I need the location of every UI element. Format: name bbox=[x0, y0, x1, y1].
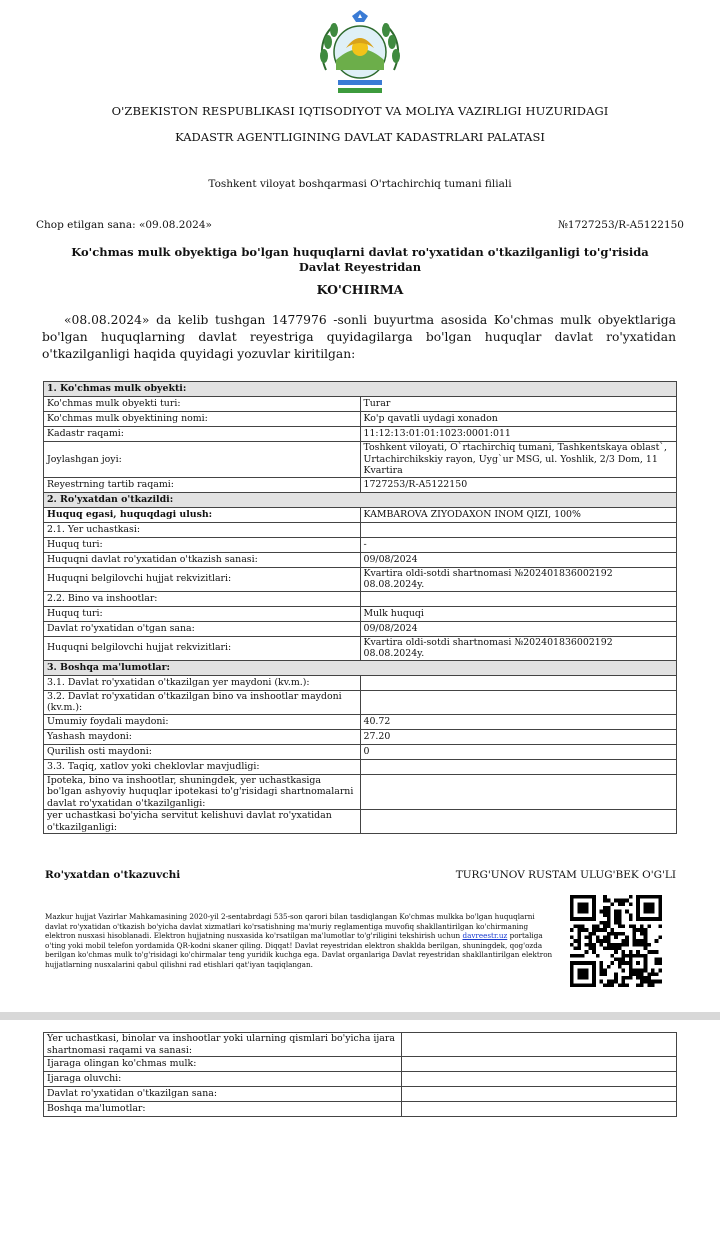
registry-table bbox=[43, 381, 677, 834]
davreestr-link[interactable]: davreestr.uz bbox=[462, 931, 508, 941]
section-title: 2. Ro'yxatdan o'tkazildi: bbox=[44, 492, 677, 507]
row-value bbox=[402, 1072, 677, 1087]
row-value bbox=[360, 810, 677, 834]
table-row bbox=[44, 412, 677, 427]
document-title: Ko'chmas mulk obyektiga bo'lgan huquqlarni davlat ro'yxatidan o'tkazilganligi to'g'risida Davlat Reyestridan bbox=[71, 245, 649, 274]
table-row bbox=[44, 774, 677, 810]
table-row bbox=[44, 442, 677, 478]
row-label: yer uchastkasi bo'yicha servitut kelishuvi davlat ro'yxatidan o'tkazilganligi: bbox=[44, 810, 361, 834]
table-row bbox=[44, 522, 677, 537]
footer-text-after: portaliga o'ting yoki mobil telefon yordamida QR-kodni skaner qiling. Diqqat! Davlat reyestridan elektron shaklda berilgan, shuningdek, qog'ozda berilgan ko'chmas mulk to'g'risidagi ko'chirmalar teng yuridik kuchga ega. Davlat organlariga Davlat reyestridan shakllantirilgan elektron hujjatlarning nusxalarini qabul qilishni rad etishlari qat'iyan taqiqlangan. bbox=[45, 931, 553, 969]
row-value: 0 bbox=[360, 744, 677, 759]
row-value: KAMBAROVA ZIYODAXON INOM QIZI, 100% bbox=[360, 507, 677, 522]
page-separator bbox=[0, 1012, 720, 1020]
registrar-name: TURG'UNOV RUSTAM ULUG'BEK O'G'LI bbox=[455, 869, 676, 881]
document-title-main: KO'CHIRMA bbox=[316, 282, 404, 297]
table-row bbox=[44, 759, 677, 774]
table-row bbox=[44, 552, 677, 567]
row-label: Huquqni belgilovchi hujjat rekvizitlari: bbox=[44, 636, 361, 660]
table-row bbox=[44, 477, 677, 492]
row-value: Turar bbox=[360, 397, 677, 412]
row-value: - bbox=[360, 537, 677, 552]
row-value: Ko'p qavatli uydagi xonadon bbox=[360, 412, 677, 427]
row-label: Davlat ro'yxatidan o'tgan sana: bbox=[44, 621, 361, 636]
row-label: 2.1. Yer uchastkasi: bbox=[44, 522, 361, 537]
row-value bbox=[402, 1102, 677, 1117]
table-row bbox=[44, 1087, 677, 1102]
print-date: Chop etilgan sana: «09.08.2024» bbox=[36, 219, 212, 231]
ministry-heading: O'ZBEKISTON RESPUBLIKASI IQTISODIYOT VA MOLIYA VAZIRLIGI HUZURIDAGI bbox=[111, 104, 609, 118]
table-row bbox=[44, 675, 677, 690]
table-row bbox=[44, 636, 677, 660]
row-label: Boshqa ma'lumotlar: bbox=[44, 1102, 402, 1117]
row-value: Toshkent viloyati, O`rtachirchiq tumani, Tashkentskaya oblast`, Urtachirchikskiy rayon, Uyg`ur MSG, ul. Yoshlik, 2/3 Dom, 11 Kvartira bbox=[360, 442, 677, 478]
table-row bbox=[44, 1102, 677, 1117]
section-title: 3. Boshqa ma'lumotlar: bbox=[44, 660, 677, 675]
row-label: 3.3. Taqiq, xatlov yoki cheklovlar mavjudligi: bbox=[44, 759, 361, 774]
row-label: Huquq turi: bbox=[44, 537, 361, 552]
row-label: Umumiy foydali maydoni: bbox=[44, 714, 361, 729]
row-label: Joylashgan joyi: bbox=[44, 442, 361, 478]
row-label: Yer uchastkasi, binolar va inshootlar yoki ularning qismlari bo'yicha ijara shartnomasi raqami va sanasi: bbox=[44, 1033, 402, 1057]
row-value bbox=[402, 1033, 677, 1057]
table-row bbox=[44, 744, 677, 759]
row-value: Kvartira oldi-sotdi shartnomasi №202401836002192 08.08.2024y. bbox=[360, 636, 677, 660]
table-row bbox=[44, 1033, 677, 1057]
table-row bbox=[44, 427, 677, 442]
row-value: 27.20 bbox=[360, 729, 677, 744]
row-label: Ijaraga olingan ko'chmas mulk: bbox=[44, 1057, 402, 1072]
row-value bbox=[360, 690, 677, 714]
table-row bbox=[44, 810, 677, 834]
row-value: Mulk huquqi bbox=[360, 606, 677, 621]
row-value bbox=[402, 1057, 677, 1072]
section-header-row bbox=[44, 382, 677, 397]
row-label: Ko'chmas mulk obyekti turi: bbox=[44, 397, 361, 412]
row-value: 09/08/2024 bbox=[360, 552, 677, 567]
document-number: №1727253/R-A5122150 bbox=[557, 219, 684, 231]
table-row bbox=[44, 537, 677, 552]
table-row bbox=[44, 1057, 677, 1072]
row-value bbox=[360, 591, 677, 606]
table-row bbox=[44, 621, 677, 636]
section-header-row bbox=[44, 660, 677, 675]
row-label: Reyestrning tartib raqami: bbox=[44, 477, 361, 492]
row-value bbox=[360, 675, 677, 690]
registrar-label: Ro'yxatdan o'tkazuvchi bbox=[45, 869, 181, 881]
agency-heading: KADASTR AGENTLIGINING DAVLAT KADASTRLARI PALATASI bbox=[175, 130, 545, 144]
table-row bbox=[44, 690, 677, 714]
row-value: 1727253/R-A5122150 bbox=[360, 477, 677, 492]
row-value: 11:12:13:01:01:1023:0001:011 bbox=[360, 427, 677, 442]
qr-code-icon bbox=[570, 895, 662, 987]
row-value bbox=[360, 774, 677, 810]
row-label: Huquq egasi, huquqdagi ulush: bbox=[44, 507, 361, 522]
row-label: 2.2. Bino va inshootlar: bbox=[44, 591, 361, 606]
row-value: Kvartira oldi-sotdi shartnomasi №202401836002192 08.08.2024y. bbox=[360, 567, 677, 591]
table-row bbox=[44, 591, 677, 606]
section-title: 1. Ko'chmas mulk obyekti: bbox=[44, 382, 677, 397]
intro-paragraph: «08.08.2024» da kelib tushgan 1477976 -sonli buyurtma asosida Ko'chmas mulk obyektlariga bo'lgan huquqlarning davlat reyestriga quyidagilarga bo'lgan huquqlar davlat ro'yxatidan o'tkazilganligi haqida quyidagi yozuvlar kiritilgan: bbox=[42, 313, 676, 361]
row-label: Huquq turi: bbox=[44, 606, 361, 621]
branch-heading: Toshkent viloyat boshqarmasi O'rtachirchiq tumani filiali bbox=[208, 178, 512, 190]
row-value: 40.72 bbox=[360, 714, 677, 729]
row-value bbox=[360, 759, 677, 774]
footer-text-before: Mazkur hujjat Vazirlar Mahkamasining 2020-yil 2-sentabrdagi 535-son qarori bilan tasdiqlangan Ko'chmas mulkka bo'lgan huquqlarni davlat ro'yxatidan o'tkazish bo'yicha davlat xizmatlari ko'rsatishning ma'muriy reglamentiga muvofiq shakllantirilgan ko'chirmaning elektron nusxasi hisoblanadi. Elektron hujjatning nusxasida ko'rsatilgan ma'lumotlar to'g'riligini tekshirish uchun bbox=[45, 912, 535, 941]
table-row bbox=[44, 397, 677, 412]
row-label: Huquqni belgilovchi hujjat rekvizitlari: bbox=[44, 567, 361, 591]
table-row bbox=[44, 729, 677, 744]
footer-note bbox=[45, 912, 557, 970]
row-label: Ko'chmas mulk obyektining nomi: bbox=[44, 412, 361, 427]
table-row bbox=[44, 1072, 677, 1087]
section-header-row bbox=[44, 492, 677, 507]
table-row bbox=[44, 606, 677, 621]
row-label: Qurilish osti maydoni: bbox=[44, 744, 361, 759]
lease-table bbox=[43, 1032, 677, 1117]
table-row bbox=[44, 507, 677, 522]
row-label: 3.2. Davlat ro'yxatidan o'tkazilgan bino va inshootlar maydoni (kv.m.): bbox=[44, 690, 361, 714]
row-label: Kadastr raqami: bbox=[44, 427, 361, 442]
row-label: Yashash maydoni: bbox=[44, 729, 361, 744]
row-value bbox=[360, 522, 677, 537]
row-label: Davlat ro'yxatidan o'tkazilgan sana: bbox=[44, 1087, 402, 1102]
row-label: Ipoteka, bino va inshootlar, shuningdek, yer uchastkasiga bo'lgan ashyoviy huquqlar ipotekasi to'g'risidagi shartnomalarni davlat ro'yxatidan o'tkazilganligi: bbox=[44, 774, 361, 810]
state-emblem-icon bbox=[312, 8, 408, 98]
table-row bbox=[44, 567, 677, 591]
row-value bbox=[402, 1087, 677, 1102]
row-label: Huquqni davlat ro'yxatidan o'tkazish sanasi: bbox=[44, 552, 361, 567]
table-row bbox=[44, 714, 677, 729]
row-label: Ijaraga oluvchi: bbox=[44, 1072, 402, 1087]
row-value: 09/08/2024 bbox=[360, 621, 677, 636]
row-label: 3.1. Davlat ro'yxatidan o'tkazilgan yer maydoni (kv.m.): bbox=[44, 675, 361, 690]
